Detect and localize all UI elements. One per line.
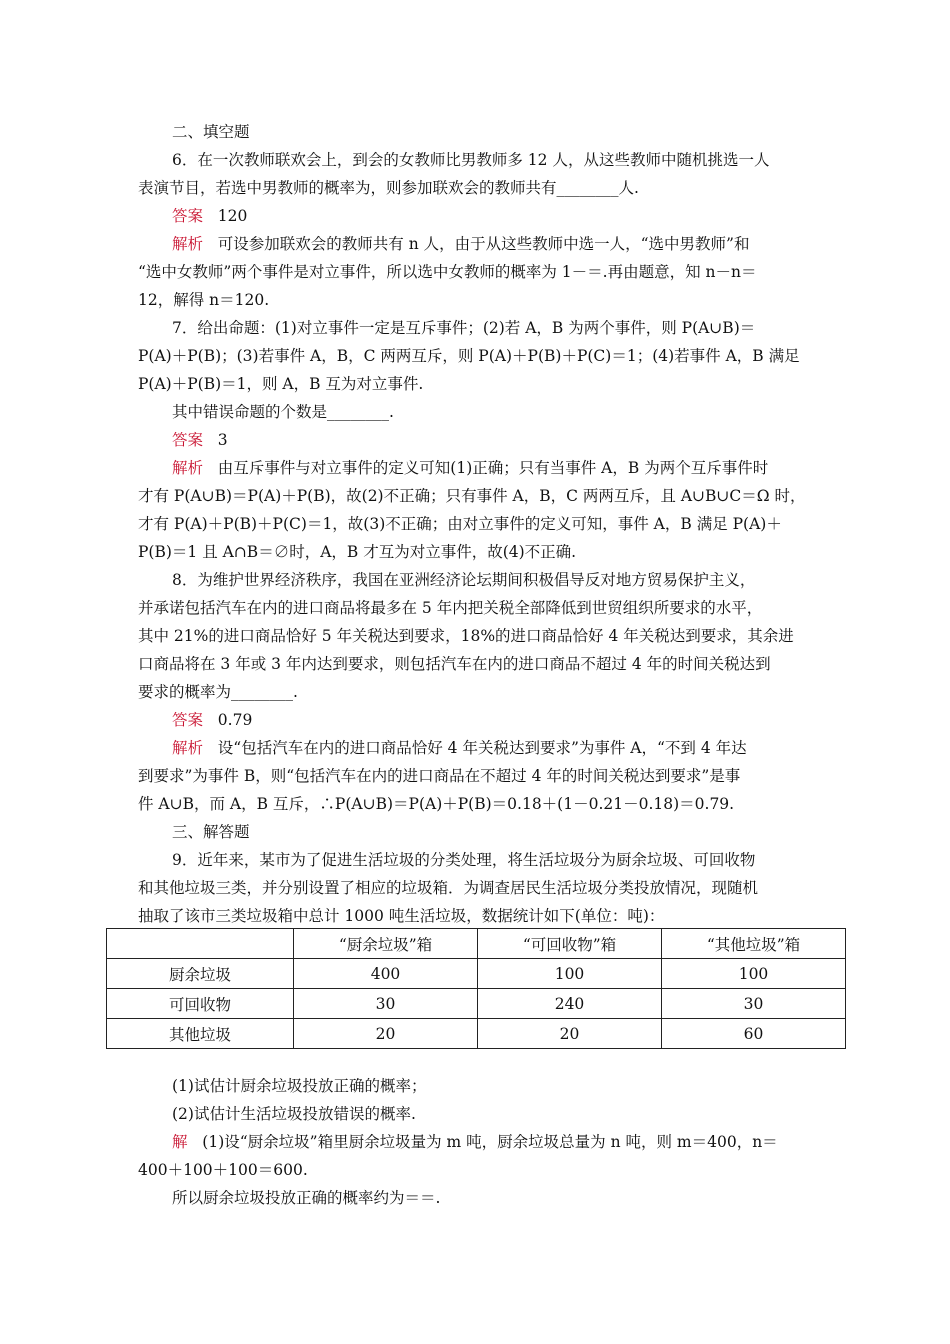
- q6-analysis-line-3: 12，解得 n＝120.: [138, 291, 270, 309]
- q6-answer: [172, 205, 818, 227]
- analysis-label: 解析: [172, 459, 204, 477]
- table-header-cell: “厨余垃圾”箱: [294, 929, 478, 959]
- q7-line-1: 7．给出命题：(1)对立事件一定是互斥事件；(2)若 A，B 为两个事件，则 P(A∪B)＝: [172, 319, 756, 337]
- table-cell: 400: [294, 959, 478, 989]
- q9-solution-line-1: [172, 1131, 818, 1153]
- q9-solution-line-3: 所以厨余垃圾投放正确的概率约为＝＝.: [172, 1189, 441, 1207]
- analysis-label: 解析: [172, 235, 204, 253]
- section-heading-fill-blank: 二、填空题: [172, 123, 250, 141]
- section-heading-solve: 三、解答题: [172, 823, 250, 841]
- q7-analysis-line-2: 才有 P(A∪B)＝P(A)＋P(B)，故(2)不正确；只有事件 A，B，C 两两互斥，且 A∪B∪C＝Ω 时，: [138, 487, 806, 505]
- q9-line-2: 和其他垃圾三类，并分别设置了相应的垃圾箱．为调查居民生活垃圾分类投放情况，现随机: [138, 879, 759, 897]
- q8-analysis-line-2: 到要求”为事件 B，则“包括汽车在内的进口商品在不超过 4 年的时间关税达到要求”是事: [138, 767, 741, 785]
- q9-line-1: 9．近年来，某市为了促进生活垃圾的分类处理，将生活垃圾分为厨余垃圾、可回收物: [172, 851, 756, 869]
- q8-analysis-line-1: [172, 737, 818, 759]
- table-cell: 60: [662, 1019, 846, 1049]
- solution-text: (1)设“厨余垃圾”箱里厨余垃圾量为 m 吨，厨余垃圾总量为 n 吨，则 m＝400，n＝: [202, 1133, 778, 1151]
- table-cell: 30: [662, 989, 846, 1019]
- q8-answer: [172, 709, 818, 731]
- answer-value: 0.79: [217, 711, 253, 729]
- q8-line-4: 口商品将在 3 年或 3 年内达到要求，则包括汽车在内的进口商品不超过 4 年的时间关税达到: [138, 655, 771, 673]
- q7-analysis-line-1: [172, 457, 818, 479]
- q8-analysis-line-3: 件 A∪B，而 A，B 互斥，∴P(A∪B)＝P(A)＋P(B)＝0.18＋(1－0.21－0.18)＝0.79.: [138, 795, 735, 813]
- q6-analysis-line-2: “选中女教师”两个事件是对立事件，所以选中女教师的概率为 1－＝.再由题意，知 n－n＝: [138, 263, 757, 281]
- q9-line-3: 抽取了该市三类垃圾箱中总计 1000 吨生活垃圾，数据统计如下(单位：吨)：: [138, 907, 665, 925]
- table-cell: 20: [294, 1019, 478, 1049]
- table-cell: 100: [478, 959, 662, 989]
- analysis-text: 设“包括汽车在内的进口商品恰好 4 年关税达到要求”为事件 A，“不到 4 年达: [217, 739, 747, 757]
- q8-line-5: 要求的概率为________.: [138, 683, 298, 701]
- table-cell: 20: [478, 1019, 662, 1049]
- answer-label: 答案: [172, 431, 204, 449]
- q7-answer: [172, 429, 818, 451]
- q7-analysis-line-3: 才有 P(A)＋P(B)＋P(C)＝1，故(3)不正确；由对立事件的定义可知，事件 A，B 满足 P(A)＋: [138, 515, 782, 533]
- q9-solution-line-2: 400＋100＋100＝600.: [138, 1161, 308, 1179]
- q7-line-2: P(A)＋P(B)；(3)若事件 A，B，C 两两互斥，则 P(A)＋P(B)＋P(C)＝1；(4)若事件 A，B 满足: [138, 347, 800, 365]
- q6-line-1: 6．在一次教师联欢会上，到会的女教师比男教师多 12 人，从这些教师中随机挑选一人: [172, 151, 770, 169]
- table-header-cell: “其他垃圾”箱: [662, 929, 846, 959]
- q9-part-1: (1)试估计厨余垃圾投放正确的概率；: [172, 1077, 427, 1095]
- table-header-cell: “可回收物”箱: [478, 929, 662, 959]
- q6-analysis-line-1: [172, 233, 818, 255]
- analysis-text: 可设参加联欢会的教师共有 n 人，由于从这些教师中选一人，“选中男教师”和: [217, 235, 750, 253]
- answer-value: 120: [217, 207, 248, 225]
- table-row: [107, 989, 846, 1019]
- table-cell: 其他垃圾: [107, 1019, 294, 1049]
- q8-line-1: 8．为维护世界经济秩序，我国在亚洲经济论坛期间积极倡导反对地方贸易保护主义，: [172, 571, 756, 589]
- table-row: [107, 1019, 846, 1049]
- table-row: [107, 959, 846, 989]
- q8-line-3: 其中 21%的进口商品恰好 5 年关税达到要求，18%的进口商品恰好 4 年关税达到要求，其余进: [138, 627, 794, 645]
- answer-value: 3: [217, 431, 228, 449]
- q7-line-3: P(A)＋P(B)＝1，则 A，B 互为对立事件.: [138, 375, 424, 393]
- analysis-text: 由互斥事件与对立事件的定义可知(1)正确；只有当事件 A，B 为两个互斥事件时: [217, 459, 769, 477]
- table-header-cell: [107, 929, 294, 959]
- answer-label: 答案: [172, 207, 204, 225]
- garbage-data-table: [106, 928, 846, 1049]
- table-cell: 厨余垃圾: [107, 959, 294, 989]
- table-cell: 可回收物: [107, 989, 294, 1019]
- analysis-label: 解析: [172, 739, 204, 757]
- solution-label: 解: [172, 1133, 188, 1151]
- table-header-row: [107, 929, 846, 959]
- table-cell: 240: [478, 989, 662, 1019]
- table-cell: 30: [294, 989, 478, 1019]
- q7-line-4: 其中错误命题的个数是________.: [172, 403, 394, 421]
- table-cell: 100: [662, 959, 846, 989]
- q8-line-2: 并承诺包括汽车在内的进口商品将最多在 5 年内把关税全部降低到世贸组织所要求的水平，: [138, 599, 763, 617]
- q9-part-2: (2)试估计生活垃圾投放错误的概率.: [172, 1105, 416, 1123]
- answer-label: 答案: [172, 711, 204, 729]
- q6-line-2: 表演节目，若选中男教师的概率为，则参加联欢会的教师共有________人.: [138, 179, 639, 197]
- q7-analysis-line-4: P(B)＝1 且 A∩B＝∅时，A，B 才互为对立事件，故(4)不正确.: [138, 543, 577, 561]
